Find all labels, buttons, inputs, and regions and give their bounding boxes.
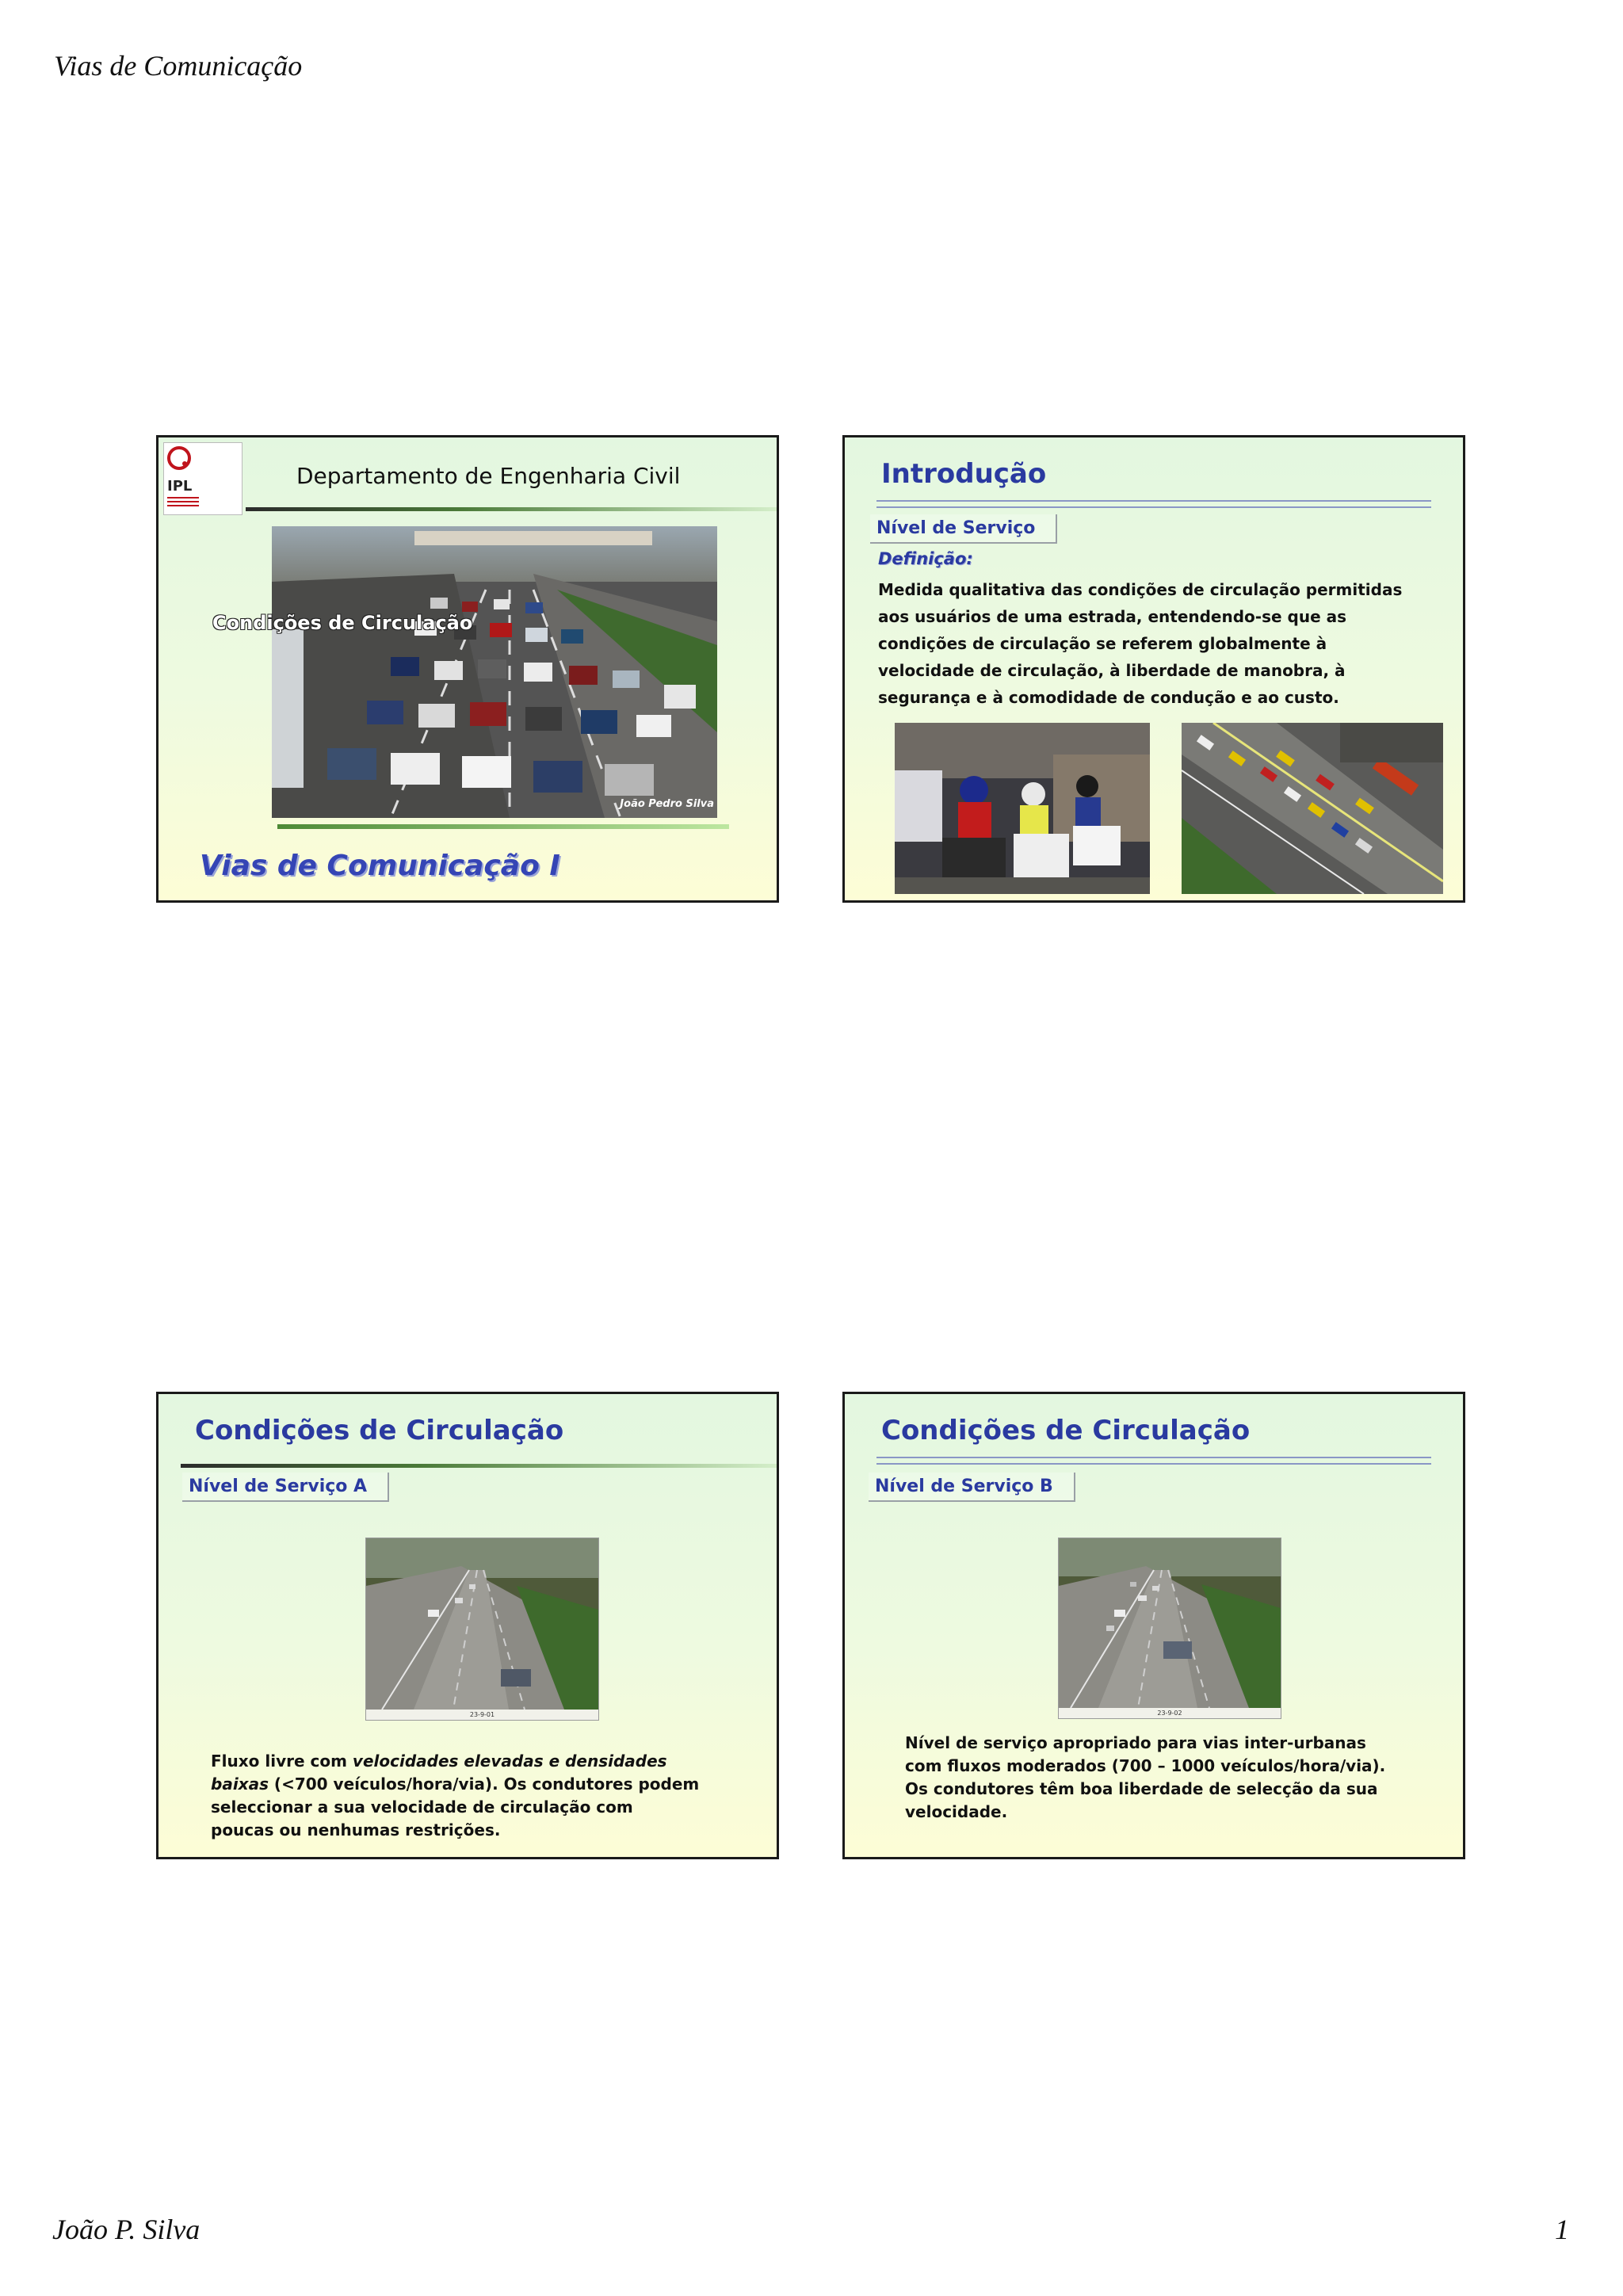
page-footer-author: João P. Silva [52,2214,200,2245]
logo-text: IPL [167,478,193,495]
highway-b-photo [1058,1538,1281,1719]
description-line: poucas ou nenhumas restrições. [211,1820,501,1839]
description-italic: baixas [211,1775,269,1794]
motorcycles-photo [895,723,1150,894]
definition-label: Definição: [878,549,973,568]
photo-overlay-title: Condições de Circulação [212,612,473,634]
slide-nivel-a [156,1392,779,1859]
description-line: seleccionar a sua velocidade de circulação com [211,1797,633,1817]
definition-line: segurança e à comodidade de condução e ao custo. [878,688,1339,707]
highway-a-photo [365,1538,599,1721]
definition-line: Medida qualitativa das condições de circulação permitidas [878,580,1403,599]
description-text-post: (<700 veículos/hora/via). Os condutores podem [268,1775,700,1794]
title-double-rule [876,500,1431,508]
slide-title [156,435,779,903]
page-number: 1 [1555,2214,1569,2245]
slide-title: Introdução [881,458,1047,490]
aerial-traffic-photo [1182,723,1443,894]
photo-credit: João Pedro Silva [620,798,714,810]
description-text-pre: Fluxo livre com [211,1752,353,1771]
page-header: Vias de Comunicação [54,50,303,82]
traffic-photo [272,526,717,818]
logo-lines [167,497,199,509]
photo-caption: 23-9-02 [1157,1710,1182,1717]
description-italic: velocidades elevadas e densidades [352,1752,667,1771]
description-line: com fluxos moderados (700 – 1000 veículos/hora/via). [905,1756,1386,1775]
title-double-rule [876,1457,1431,1465]
tab-nivel-servico-a: Nível de Serviço A [182,1473,389,1502]
tab-nivel-servico-b: Nível de Serviço B [869,1473,1075,1502]
department-name: Departamento de Engenharia Civil [296,463,681,489]
tab-nivel-servico: Nível de Serviço [870,514,1057,544]
description-line: Nível de serviço apropriado para vias inter-urbanas [905,1733,1366,1752]
slide-title: Condições de Circulação [195,1415,564,1446]
logo-ring-icon [167,446,191,470]
slide-introducao [842,435,1465,903]
title-rule [181,1464,777,1468]
description-text [211,1750,766,1842]
ipl-logo [163,442,242,515]
description-line: velocidade. [905,1802,1008,1821]
course-title: Vias de Comunicação I [200,850,560,882]
title-rule [246,507,777,511]
photo-caption: 23-9-01 [469,1711,495,1718]
slide-title: Condições de Circulação [881,1415,1251,1446]
definition-text [878,576,1457,711]
description-text [905,1732,1452,1824]
green-rule [277,824,729,829]
definition-line: condições de circulação se referem globalmente à [878,634,1327,653]
slide-nivel-b [842,1392,1465,1859]
definition-line: velocidade de circulação, à liberdade de manobra, à [878,661,1346,680]
definition-line: aos usuários de uma estrada, entendendo-se que as [878,607,1347,626]
description-line: Os condutores têm boa liberdade de selecção da sua [905,1779,1378,1798]
